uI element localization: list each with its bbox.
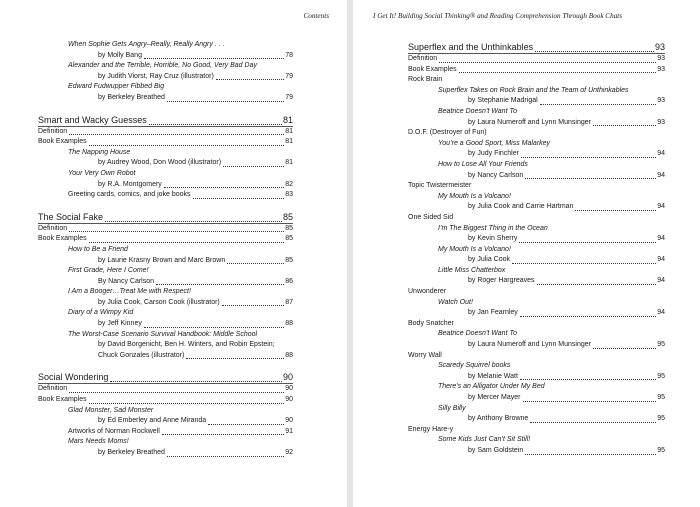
entry-text: Scaredy Squirrel books <box>438 362 511 370</box>
entry-text: Your Very Own Robot <box>68 169 136 177</box>
page-number: 94 <box>657 256 665 264</box>
toc-entry <box>38 93 293 104</box>
entry-text: by R.A. Montgomery <box>98 180 162 188</box>
toc-book-title <box>38 148 293 159</box>
dot-leader <box>69 392 284 393</box>
entry-text: When Sophie Gets Angry–Really, Really Angry . . . <box>68 41 225 48</box>
page-number: 85 <box>285 235 293 243</box>
toc-book-title <box>38 61 293 72</box>
entry-text: Smart and Wacky Guesses <box>38 114 147 125</box>
toc-section-entry <box>38 210 293 224</box>
entry-text: by Nancy Carlson <box>468 171 524 179</box>
toc-book-title <box>408 329 665 340</box>
entry-text: by Laurie Krasny Brown and Marc Brown <box>98 256 226 264</box>
toc-entry <box>38 427 293 438</box>
entry-text: Energy Hare-y <box>408 425 454 433</box>
entry-text: by Audrey Wood, Don Wood (illustrator) <box>98 159 222 167</box>
entry-text: The Social Fake <box>38 211 104 222</box>
toc-entry <box>408 319 665 330</box>
entry-text: Greeting cards, comics, and joke books <box>68 191 191 199</box>
entry-text: Definition <box>408 55 438 62</box>
entry-text: Mars Needs Moms! <box>68 438 129 446</box>
toc-entry <box>38 277 293 288</box>
entry-text: Artworks of Norman Rockwell <box>68 427 160 435</box>
entry-text: by Berkeley Breathed <box>98 449 165 456</box>
page-number: 81 <box>285 138 293 146</box>
page-number: 94 <box>657 309 665 317</box>
dot-leader <box>149 124 282 125</box>
toc-entry <box>38 180 293 191</box>
toc-book-title <box>38 406 293 417</box>
entry-text: by Kevin Sherry <box>468 235 518 243</box>
toc-entry <box>408 255 665 266</box>
dot-leader <box>89 145 285 146</box>
entry-text: My Mouth Is a Volcano! <box>438 192 511 200</box>
running-header: I Get It! Building Social Thinking® and Reading Comprehension Through Book Chats <box>373 12 623 20</box>
toc-entry <box>408 372 665 383</box>
toc-book-title <box>408 361 665 372</box>
page-number: 94 <box>657 171 665 179</box>
page-number: 93 <box>657 97 665 105</box>
running-header: Contents <box>303 12 329 20</box>
page-number: 93 <box>657 55 665 62</box>
page-number: 79 <box>285 93 293 101</box>
entry-text: Diary of a Wimpy Kid <box>68 309 134 317</box>
page-number: 87 <box>285 298 293 306</box>
toc-section-entry <box>38 113 293 127</box>
toc-book-title <box>408 382 665 393</box>
entry-text: Topic Twistermeister <box>408 182 472 190</box>
toc-entry <box>408 393 665 404</box>
entry-text: Definition <box>38 224 68 232</box>
dot-leader <box>89 403 285 404</box>
dot-leader <box>164 187 284 188</box>
entry-text: by Stephanie Madrigal <box>468 97 538 105</box>
entry-text: by Mercer Mayer <box>468 394 521 401</box>
entry-text: Book Examples <box>38 235 87 243</box>
toc-entry <box>38 395 293 406</box>
entry-text: Little Miss Chatterbox <box>438 266 506 274</box>
dot-leader <box>105 221 282 222</box>
toc-book-title <box>408 139 665 150</box>
toc-book-title <box>408 224 665 235</box>
toc-section-entry <box>408 40 665 54</box>
entry-text: How to Be a Friend <box>68 245 128 253</box>
dot-leader <box>537 284 657 285</box>
entry-text: One Sided Sid <box>408 213 454 221</box>
dot-leader <box>593 125 656 126</box>
entry-text: by Julia Cook <box>468 256 511 264</box>
toc-entry <box>408 54 665 65</box>
dot-leader <box>530 422 656 423</box>
toc-entry <box>408 149 665 160</box>
entry-text: Beatrice Doesn’t Want To <box>438 330 517 338</box>
page-number: 94 <box>657 277 665 285</box>
entry-text: Rock Brain <box>408 76 443 84</box>
entry-text: Book Examples <box>38 138 87 146</box>
page-number: 94 <box>657 235 665 243</box>
entry-text: by Berkeley Breathed <box>98 93 165 101</box>
toc-book-title <box>38 169 293 180</box>
toc-book-title <box>408 192 665 203</box>
dot-leader <box>167 101 284 102</box>
toc-entry <box>408 287 665 298</box>
entry-text: I’m The Biggest Thing in the Ocean <box>438 224 548 232</box>
page-number: 90 <box>282 372 293 383</box>
dot-leader <box>520 379 656 380</box>
page-number: 95 <box>657 415 665 423</box>
toc-book-title <box>38 437 293 448</box>
entry-text: by Roger Hargreaves <box>468 277 535 285</box>
page-number: 86 <box>285 277 293 285</box>
page-number: 95 <box>657 341 665 349</box>
toc-book-title <box>408 245 665 256</box>
dot-leader <box>223 166 284 167</box>
toc-entry <box>38 190 293 201</box>
toc-book-title <box>38 330 293 341</box>
entry-text: Alexander and the Terrible, Horrible, No Good, Very Bad Day <box>68 62 257 70</box>
entry-text: Some Kids Just Can’t Sit Still! <box>438 436 531 444</box>
entry-text: by Judy Finchler <box>468 150 519 158</box>
toc-book-title <box>38 40 293 51</box>
toc-entry <box>38 351 293 362</box>
entry-text: Book Examples <box>38 396 87 404</box>
toc-list <box>408 40 665 457</box>
entry-text: by Ed Emberley and Anne Miranda <box>98 417 207 425</box>
dot-leader <box>193 198 285 199</box>
page-number: 93 <box>657 118 665 126</box>
entry-text: by Julia Cook and Carrie Hartman <box>468 203 574 211</box>
page-number: 88 <box>285 351 293 359</box>
page-number: 94 <box>657 203 665 211</box>
dot-leader <box>512 263 656 264</box>
entry-text: D.O.F. (Destroyer of Fun) <box>408 129 487 137</box>
page-number: 90 <box>285 417 293 425</box>
entry-text: by David Borgenicht, Ben H. Winters, and Robin Epstein; <box>98 341 275 349</box>
toc-entry <box>38 234 293 245</box>
page-number: 95 <box>657 446 665 454</box>
page-number: 92 <box>285 449 293 456</box>
page-number: 91 <box>285 427 293 435</box>
entry-text: By Nancy Carlson <box>98 277 155 285</box>
toc-entry <box>408 425 665 436</box>
toc-entry <box>408 308 665 319</box>
dot-leader <box>89 242 285 243</box>
entry-text: Silly Billy <box>438 404 466 412</box>
toc-entry <box>38 256 293 267</box>
dot-leader <box>144 327 284 328</box>
dot-leader <box>227 263 284 264</box>
page-number: 82 <box>285 180 293 188</box>
toc-entry <box>408 340 665 351</box>
entry-text: by Molly Bang <box>98 51 142 59</box>
page-number: 93 <box>654 42 665 52</box>
page-number: 85 <box>285 224 293 232</box>
toc-book-title <box>38 245 293 256</box>
dot-leader <box>525 178 656 179</box>
toc-book-title <box>408 160 665 171</box>
dot-leader <box>167 456 284 457</box>
entry-text: The Napping House <box>68 148 131 156</box>
toc-entry <box>408 181 665 192</box>
page-number: 81 <box>285 159 293 167</box>
toc-entry <box>408 118 665 129</box>
entry-text: I Am a Booger…Treat Me with Respect! <box>68 288 191 296</box>
entry-text: Edward Fudwupper Fibbed Big <box>68 83 165 91</box>
dot-leader <box>156 284 284 285</box>
toc-book-title <box>408 404 665 415</box>
dot-leader <box>186 358 284 359</box>
toc-entry <box>408 234 665 245</box>
toc-entry <box>408 276 665 287</box>
toc-entry <box>38 340 293 351</box>
page-number: 85 <box>282 211 293 222</box>
page-number: 79 <box>285 72 293 80</box>
toc-entry <box>408 96 665 107</box>
dot-leader <box>110 381 282 382</box>
page-number: 88 <box>285 320 293 328</box>
entry-text: Superflex Takes on Rock Brain and the Team of Unthinkables <box>438 86 629 94</box>
page-number: 95 <box>657 394 665 401</box>
entry-text: by Anthony Browne <box>468 415 529 423</box>
toc-entry <box>408 202 665 213</box>
toc-entry <box>38 224 293 235</box>
entry-text: Definition <box>38 385 68 393</box>
dot-leader <box>519 242 656 243</box>
toc-list <box>38 40 293 459</box>
toc-entry <box>408 65 665 76</box>
dot-leader <box>69 134 284 135</box>
toc-section-entry <box>38 370 293 384</box>
toc-entry <box>38 137 293 148</box>
dot-leader <box>162 434 284 435</box>
toc-entry <box>38 127 293 138</box>
entry-text: Definition <box>38 127 68 135</box>
entry-text: Glad Monster, Sad Monster <box>68 406 154 414</box>
toc-book-title <box>408 298 665 309</box>
page-number: 81 <box>285 127 293 135</box>
page-number: 90 <box>285 385 293 393</box>
page-number: 94 <box>657 150 665 158</box>
dot-leader <box>593 348 656 349</box>
dot-leader <box>540 104 657 105</box>
toc-entry <box>38 51 293 62</box>
page-number: 95 <box>657 372 665 380</box>
page-number: 81 <box>282 114 293 125</box>
page-number: 83 <box>285 191 293 199</box>
dot-leader <box>575 210 656 211</box>
toc-entry <box>38 298 293 309</box>
toc-entry <box>408 446 665 457</box>
dot-leader <box>459 72 657 73</box>
toc-book-title <box>408 435 665 446</box>
entry-text: Beatrice Doesn’t Want To <box>438 107 517 115</box>
entry-text: Superflex and the Unthinkables <box>408 42 534 52</box>
toc-book-title <box>408 107 665 118</box>
toc-entry <box>408 128 665 139</box>
entry-text: My Mouth Is a Volcano! <box>438 245 511 253</box>
toc-entry <box>38 448 293 459</box>
toc-book-title <box>38 82 293 93</box>
dot-leader <box>523 401 657 402</box>
toc-book-title <box>38 308 293 319</box>
toc-book-title <box>408 266 665 277</box>
page-number: 85 <box>285 256 293 264</box>
entry-text: Social Wondering <box>38 372 109 383</box>
toc-book-title <box>408 86 665 97</box>
page-number: 93 <box>657 65 665 73</box>
toc-entry <box>38 416 293 427</box>
dot-leader <box>69 231 284 232</box>
toc-entry <box>408 213 665 224</box>
toc-entry <box>38 72 293 83</box>
entry-text: by Laura Numeroff and Lynn Munsinger <box>468 341 591 349</box>
entry-text: The Worst-Case Scenario Survival Handbook: Middle School <box>68 330 258 338</box>
dot-leader <box>208 424 284 425</box>
entry-text: by Jeff Kinney <box>98 320 142 328</box>
entry-text: by Sam Goldstein <box>468 446 524 454</box>
toc-entry <box>408 171 665 182</box>
entry-text: How to Lose All Your Friends <box>438 160 528 168</box>
entry-text: There’s an Alligator Under My Bed <box>438 383 545 391</box>
entry-text: You’re a Good Sport, Miss Malarkey <box>438 139 551 147</box>
toc-entry <box>408 351 665 362</box>
entry-text: Chuck Gonzales (illustrator) <box>98 351 185 359</box>
entry-text: Unwonderer <box>408 288 447 296</box>
entry-text: by Judith Viorst, Ray Cruz (illustrator) <box>98 72 214 80</box>
toc-entry <box>408 75 665 86</box>
entry-text: by Julia Cook, Carson Cook (illustrator) <box>98 298 220 306</box>
dot-leader <box>216 79 284 80</box>
entry-text: Body Snatcher <box>408 319 454 327</box>
dot-leader <box>144 58 284 59</box>
dot-leader <box>439 62 656 63</box>
toc-entry <box>38 384 293 395</box>
toc-entry <box>408 414 665 425</box>
dot-leader <box>521 157 656 158</box>
entry-text: by Jan Fearnley <box>468 309 518 317</box>
entry-text: Watch Out! <box>438 298 473 306</box>
entry-text: by Melanie Watt <box>468 372 518 380</box>
entry-text: Book Examples <box>408 65 457 73</box>
left-page <box>0 0 347 507</box>
dot-leader <box>525 454 656 455</box>
page-number: 78 <box>285 51 293 59</box>
dot-leader <box>535 51 654 52</box>
page-number: 90 <box>285 396 293 404</box>
toc-entry <box>38 158 293 169</box>
entry-text: Worry Wall <box>408 351 442 359</box>
dot-leader <box>520 316 656 317</box>
dot-leader <box>222 305 284 306</box>
entry-text: by Laura Numeroff and Lynn Munsinger <box>468 118 591 126</box>
right-page <box>353 0 700 507</box>
toc-entry <box>38 319 293 330</box>
toc-book-title <box>38 266 293 277</box>
toc-book-title <box>38 287 293 298</box>
entry-text: First Grade, Here I Come! <box>68 267 149 275</box>
